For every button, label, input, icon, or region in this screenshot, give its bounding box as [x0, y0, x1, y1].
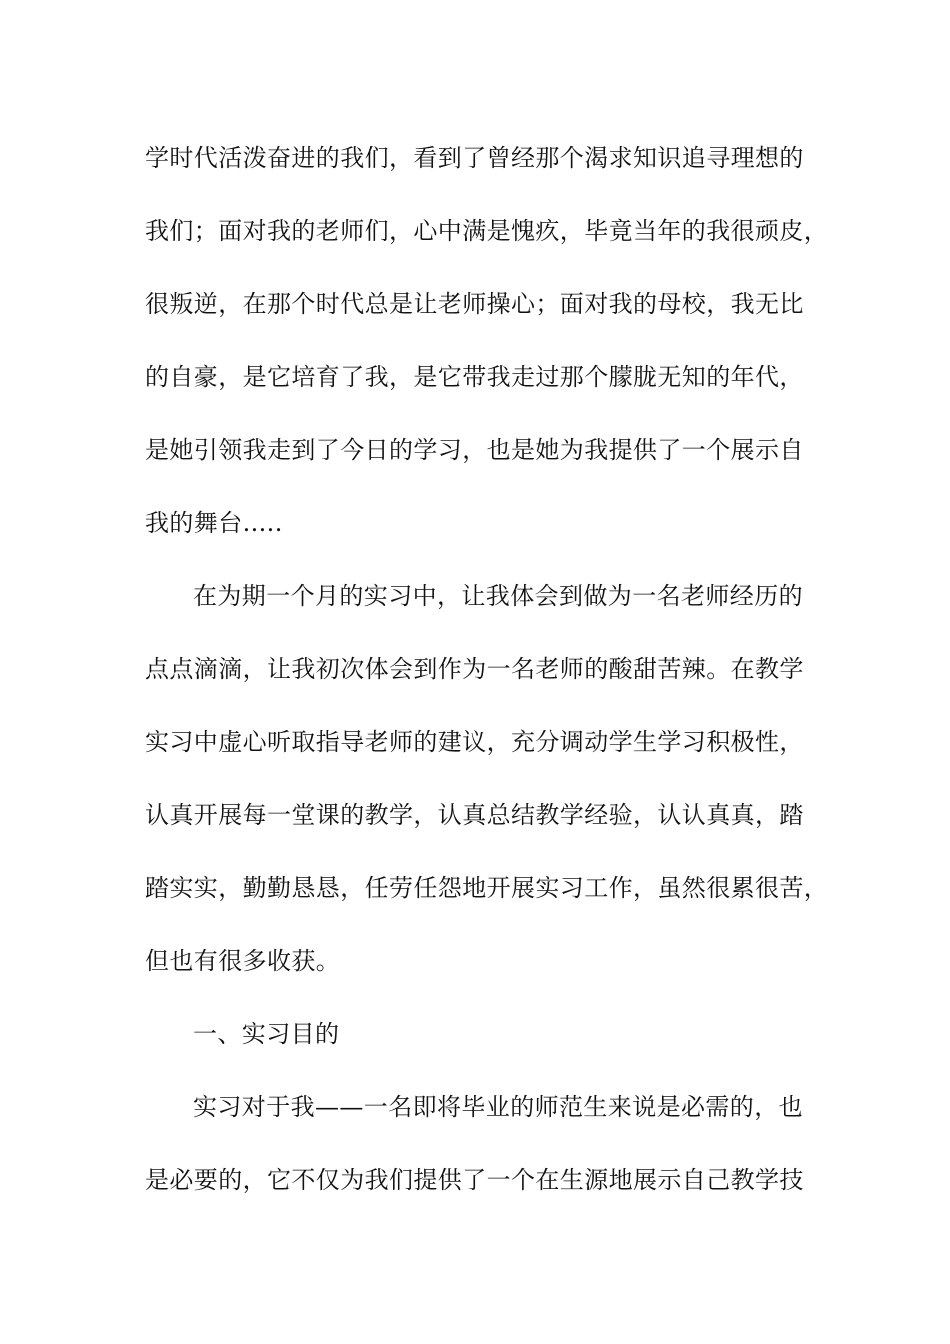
paragraph-line: 很叛逆，在那个时代总是让老师操心；面对我的母校，我无比	[145, 290, 804, 318]
paragraph-line: 点点滴滴，让我初次体会到作为一名老师的酸甜苦辣。在教学	[145, 655, 804, 683]
paragraph-line: 实习对于我——一名即将毕业的师范生来说是必需的，也	[193, 1093, 803, 1121]
paragraph-line: 学时代活泼奋进的我们，看到了曾经那个渴求知识追寻理想的	[145, 144, 804, 172]
paragraph-line: 实习中虚心听取指导老师的建议，充分调动学生学习积极性，	[145, 728, 804, 756]
paragraph-line: 是必要的，它不仅为我们提供了一个在生源地展示自己教学技	[145, 1166, 804, 1194]
paragraph-line: 踏实实，勤勤恳恳，任劳任怨地开展实习工作，虽然很累很苦，	[145, 874, 829, 902]
paragraph-line: 我的舞台.....	[145, 509, 283, 537]
paragraph-line: 认真开展每一堂课的教学，认真总结教学经验，认认真真，踏	[145, 801, 804, 829]
section-heading: 一、实习目的	[193, 1020, 340, 1048]
paragraph-line: 我们；面对我的老师们，心中满是愧疚，毕竟当年的我很顽皮，	[145, 217, 829, 245]
document-body	[145, 122, 845, 1217]
paragraph-line: 但也有很多收获。	[145, 947, 341, 975]
paragraph-line: 的自豪，是它培育了我，是它带我走过那个朦胧无知的年代，	[145, 363, 804, 391]
paragraph-line: 在为期一个月的实习中，让我体会到做为一名老师经历的	[193, 582, 803, 610]
paragraph-line: 是她引领我走到了今日的学习，也是她为我提供了一个展示自	[145, 436, 804, 464]
